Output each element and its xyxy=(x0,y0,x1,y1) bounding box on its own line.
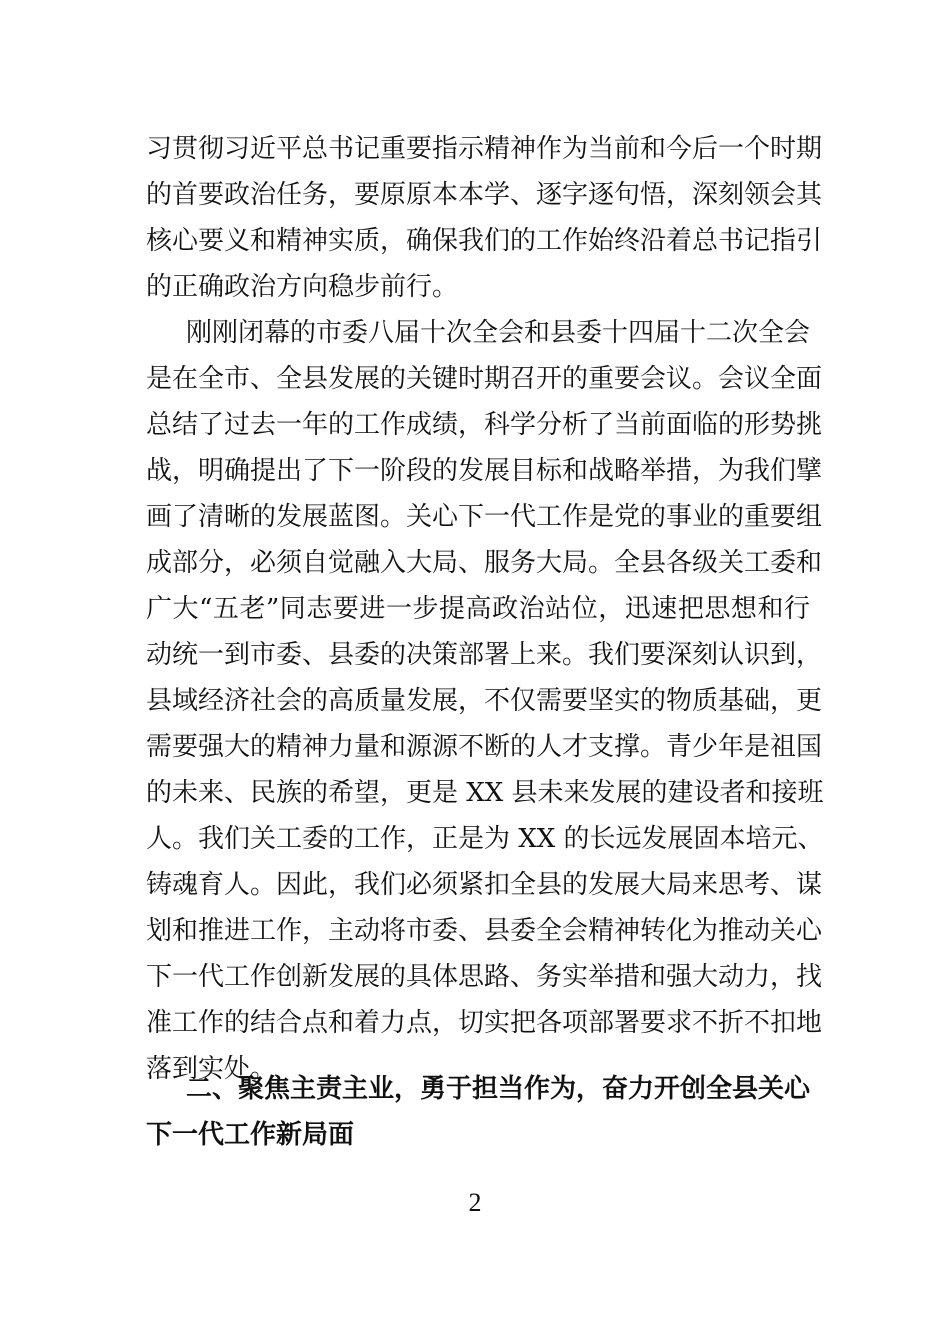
text-line: 需要强大的精神力量和源源不断的人才支撑。青少年是祖国 xyxy=(146,732,823,762)
page-number: 2 xyxy=(468,1188,482,1217)
text-line: 核心要义和精神实质，确保我们的工作始终沿着总书记指引 xyxy=(146,226,823,256)
text-line: 准工作的结合点和着力点，切实把各项部署要求不折不扣地 xyxy=(146,1008,823,1038)
text-line: 是在全市、全县发展的关键时期召开的重要会议。会议全面 xyxy=(146,364,823,394)
text-line: 下一代工作创新发展的具体思路、务实举措和强大动力，找 xyxy=(146,962,823,992)
paragraph-1 xyxy=(146,126,823,310)
text-line: 铸魂育人。因此，我们必须紧扣全县的发展大局来思考、谋 xyxy=(146,870,823,900)
text-line: 县域经济社会的高质量发展，不仅需要坚实的物质基础，更 xyxy=(146,686,823,716)
text-line: 广大“五老”同志要进一步提高政治站位，迅速把思想和行 xyxy=(146,594,810,624)
paragraph-2 xyxy=(146,310,824,1092)
text-line: 战，明确提出了下一阶段的发展目标和战略举措，为我们擘 xyxy=(146,456,823,486)
heading-line: 下一代工作新局面 xyxy=(146,1120,355,1150)
body-text xyxy=(146,126,824,1092)
text-line: 落到实处。 xyxy=(146,1054,277,1084)
section-heading xyxy=(146,1066,810,1158)
text-line: 刚刚闭幕的市委八届十次全会和县委十四届十二次全会 xyxy=(186,318,811,348)
text-line: 的首要政治任务，要原原本本学、逐字逐句悟，深刻领会其 xyxy=(146,180,823,210)
text-line: 的正确政治方向稳步前行。 xyxy=(146,272,459,302)
heading-line: 二、聚焦主责主业，勇于担当作为，奋力开创全县关心 xyxy=(186,1074,811,1104)
text-line: 成部分，必须自觉融入大局、服务大局。全县各级关工委和 xyxy=(146,548,823,578)
text-line: 的未来、民族的希望，更是 XX 县未来发展的建设者和接班 xyxy=(146,778,824,808)
text-line: 画了清晰的发展蓝图。关心下一代工作是党的事业的重要组 xyxy=(146,502,823,532)
text-line: 动统一到市委、县委的决策部署上来。我们要深刻认识到， xyxy=(146,640,823,670)
text-line: 人。我们关工委的工作，正是为 XX 的长远发展固本培元、 xyxy=(146,824,824,854)
text-line: 习贯彻习近平总书记重要指示精神作为当前和今后一个时期 xyxy=(146,134,823,164)
text-line: 总结了过去一年的工作成绩，科学分析了当前面临的形势挑 xyxy=(146,410,823,440)
text-line: 划和推进工作，主动将市委、县委全会精神转化为推动关心 xyxy=(146,916,823,946)
